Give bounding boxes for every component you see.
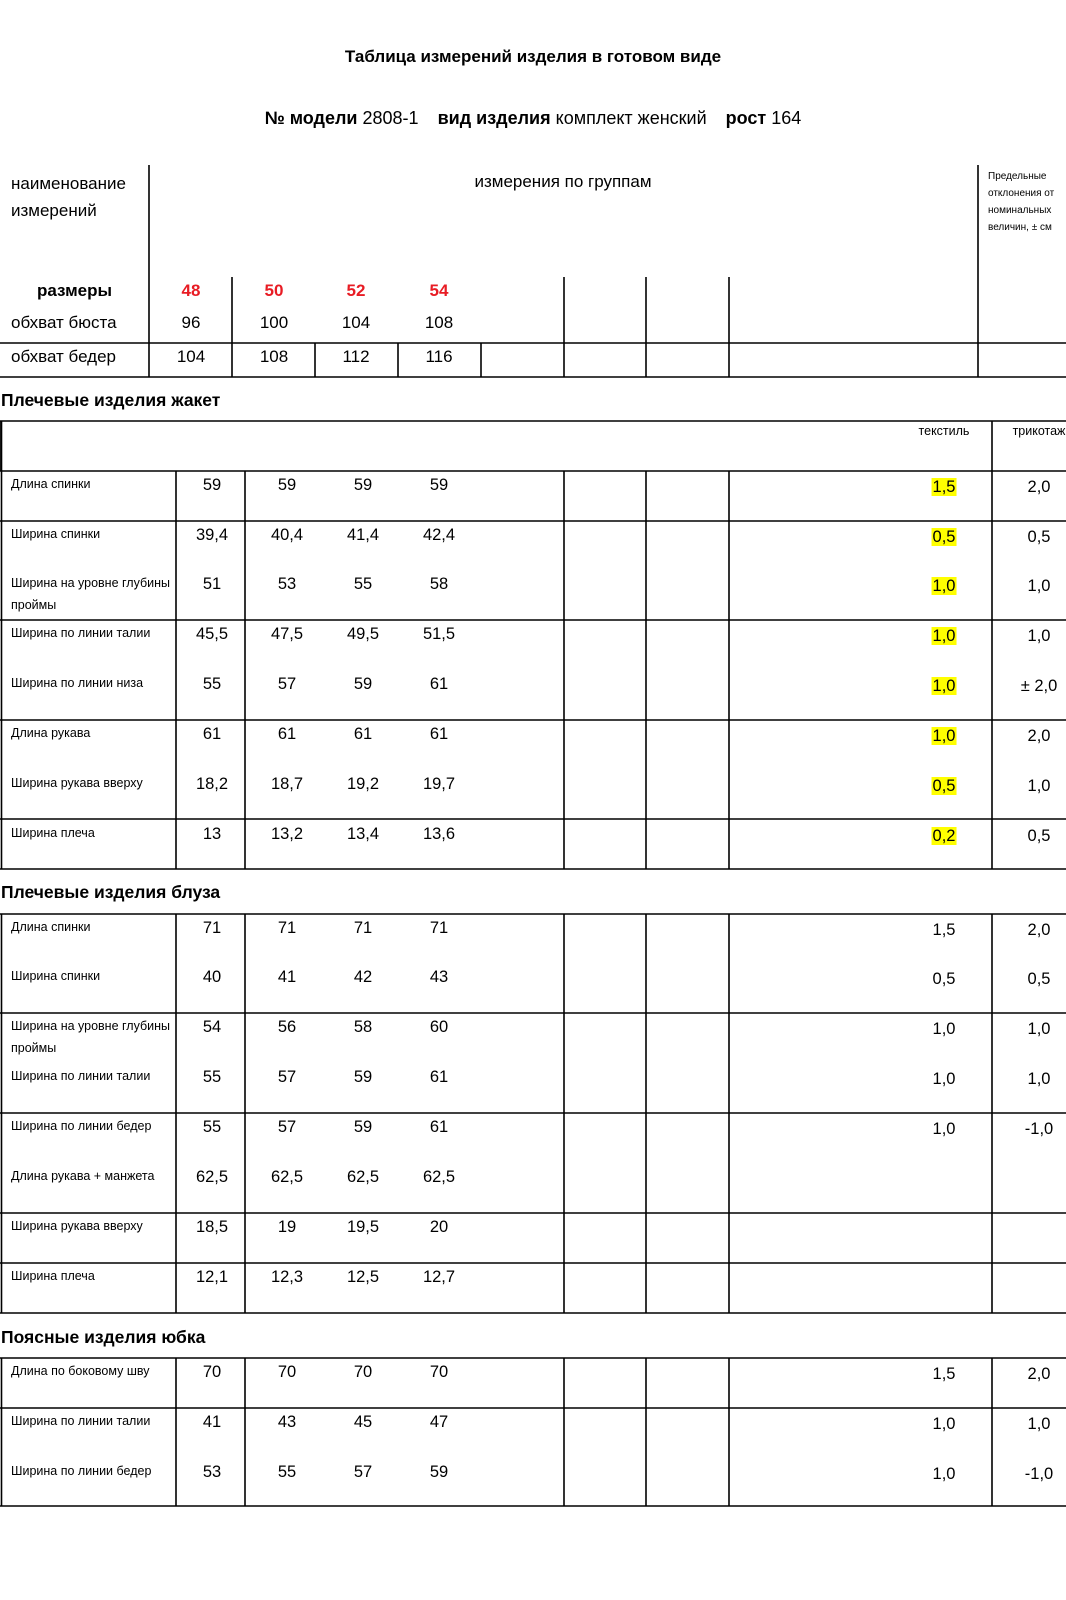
- measure-value: 12,1: [195, 1268, 229, 1286]
- row-label: Ширина по линии талии: [11, 626, 151, 640]
- bust-value: 108: [424, 313, 454, 332]
- measure-value: 57: [277, 1068, 297, 1086]
- row-label: Ширина рукава вверху: [11, 1219, 143, 1233]
- measure-value: 54: [202, 1018, 222, 1036]
- row-label: Ширина спинки: [11, 969, 101, 983]
- row-label: Ширина по линии талии: [11, 1414, 151, 1428]
- measure-value: 53: [277, 575, 297, 593]
- measure-value: 71: [429, 919, 449, 937]
- measure-value: 18,5: [195, 1218, 229, 1236]
- measure-value: 62,5: [195, 1168, 229, 1186]
- measure-value: 55: [202, 1068, 222, 1086]
- measure-value: 45: [353, 1413, 373, 1431]
- measure-value: 59: [202, 476, 222, 494]
- measure-value: 61: [429, 1118, 449, 1136]
- textile-tolerance: [932, 678, 957, 695]
- textile-tolerance: [932, 628, 957, 645]
- highlighted-value: 1,0: [932, 677, 956, 695]
- knit-tolerance: 1,0: [1027, 777, 1051, 795]
- knit-tolerance: 2,0: [1027, 921, 1051, 939]
- textile-tolerance: 0,5: [932, 970, 956, 988]
- measure-value: 59: [353, 675, 373, 693]
- measure-value: 49,5: [346, 625, 380, 643]
- highlighted-value: 1,0: [932, 727, 956, 745]
- size-52: 52: [346, 281, 366, 300]
- textile-tolerance: 1,5: [932, 921, 956, 939]
- measure-value: 59: [353, 1068, 373, 1086]
- knit-tolerance: 1,0: [1027, 577, 1051, 595]
- measure-value: 20: [429, 1218, 449, 1236]
- measure-value: 61: [429, 675, 449, 693]
- measure-value: 41: [202, 1413, 222, 1431]
- measure-value: 59: [353, 1118, 373, 1136]
- row-label: Ширина по линии талии: [11, 1069, 151, 1083]
- measure-value: 47: [429, 1413, 449, 1431]
- measure-value: 51,5: [422, 625, 456, 643]
- knit-header: трикотаж: [1012, 424, 1066, 438]
- measure-value: 13,2: [270, 825, 304, 843]
- knit-tolerance: -1,0: [1024, 1465, 1054, 1483]
- measure-value: 59: [277, 476, 297, 494]
- measure-value: 70: [202, 1363, 222, 1381]
- measure-value: 61: [202, 725, 222, 743]
- knit-tolerance: 2,0: [1027, 1365, 1051, 1383]
- measure-value: 62,5: [270, 1168, 304, 1186]
- knit-tolerance: 0,5: [1027, 827, 1051, 845]
- deviation-column-header: Предельные отклонения от номинальных величин, ± см: [988, 171, 1055, 233]
- hips-value: 116: [425, 347, 453, 366]
- bust-value: 100: [259, 313, 289, 332]
- measure-value: 57: [353, 1463, 373, 1481]
- measure-value: 59: [429, 1463, 449, 1481]
- knit-tolerance: -1,0: [1024, 1120, 1054, 1138]
- measure-value: 19,2: [346, 775, 380, 793]
- highlighted-value: 1,0: [932, 577, 956, 595]
- measure-value: 40: [202, 968, 222, 986]
- row-label: Ширина плеча: [11, 826, 95, 840]
- measure-value: 58: [353, 1018, 373, 1036]
- measure-value: 59: [353, 476, 373, 494]
- hips-value: 104: [176, 347, 206, 366]
- measure-value: 55: [202, 1118, 222, 1136]
- row-label: Ширина по линии бедер: [11, 1464, 152, 1478]
- measure-value: 12,7: [422, 1268, 456, 1286]
- model-label: № модели: [264, 108, 358, 128]
- bust-label: обхват бюста: [11, 313, 117, 332]
- measure-value: 70: [353, 1363, 373, 1381]
- measure-value: 70: [277, 1363, 297, 1381]
- knit-tolerance: ± 2,0: [1020, 677, 1058, 695]
- blouse-title: Плечевые изделия блуза: [1, 882, 221, 902]
- textile-tolerance: 1,0: [932, 1070, 956, 1088]
- measure-value: 61: [353, 725, 373, 743]
- measure-value: 18,2: [195, 775, 229, 793]
- measure-value: 59: [429, 476, 449, 494]
- measure-value: 57: [277, 1118, 297, 1136]
- textile-tolerance: [932, 728, 957, 745]
- name-column-header: наименование измерений: [11, 174, 126, 220]
- knit-tolerance: 0,5: [1027, 528, 1051, 546]
- measure-value: 70: [429, 1363, 449, 1381]
- groups-column-header: измерения по группам: [474, 172, 652, 191]
- highlighted-value: 1,5: [932, 478, 956, 496]
- textile-tolerance: 1,5: [932, 1365, 956, 1383]
- row-label: Ширина на уровне глубины проймы: [11, 1019, 171, 1055]
- row-label: Ширина по линии низа: [11, 676, 144, 690]
- hips-value: 108: [259, 347, 289, 366]
- size-48: 48: [181, 281, 201, 300]
- textile-tolerance: [932, 479, 957, 496]
- row-label: Ширина рукава вверху: [11, 776, 143, 790]
- row-label: Длина спинки: [11, 920, 91, 934]
- measure-value: 71: [202, 919, 222, 937]
- measure-value: 12,5: [346, 1268, 380, 1286]
- highlighted-value: 1,0: [932, 627, 956, 645]
- height-label: рост: [725, 108, 767, 128]
- jacket-title: Плечевые изделия жакет: [1, 390, 221, 410]
- page-title: Таблица измерений изделия в готовом виде: [344, 47, 722, 66]
- measure-value: 55: [277, 1463, 297, 1481]
- size-50: 50: [264, 281, 284, 300]
- row-label: Ширина плеча: [11, 1269, 95, 1283]
- textile-tolerance: 1,0: [932, 1465, 956, 1483]
- textile-tolerance: 1,0: [932, 1415, 956, 1433]
- measure-value: 60: [429, 1018, 449, 1036]
- row-label: Ширина на уровне глубины проймы: [11, 576, 171, 612]
- textile-tolerance: 1,0: [932, 1020, 956, 1038]
- knit-tolerance: 1,0: [1027, 1415, 1051, 1433]
- hips-value: 112: [342, 347, 370, 366]
- textile-tolerance: [932, 778, 957, 795]
- textile-tolerance: 1,0: [932, 1120, 956, 1138]
- model-number: 2808-1: [362, 108, 419, 128]
- knit-tolerance: 1,0: [1027, 1070, 1051, 1088]
- measure-value: 12,3: [270, 1268, 304, 1286]
- measure-value: 43: [429, 968, 449, 986]
- measure-value: 57: [277, 675, 297, 693]
- knit-tolerance: 0,5: [1027, 970, 1051, 988]
- measure-value: 42: [353, 968, 373, 986]
- knit-tolerance: 1,0: [1027, 627, 1051, 645]
- textile-tolerance: [932, 828, 957, 845]
- measure-value: 62,5: [346, 1168, 380, 1186]
- measure-value: 61: [429, 725, 449, 743]
- measure-value: 19,5: [346, 1218, 380, 1236]
- type-label: вид изделия: [437, 108, 551, 128]
- textile-tolerance: [932, 529, 957, 546]
- knit-tolerance: 2,0: [1027, 478, 1051, 496]
- bust-value: 96: [181, 313, 201, 332]
- measure-value: 61: [429, 1068, 449, 1086]
- row-label: Длина рукава + манжета: [11, 1169, 155, 1183]
- row-label: Ширина по линии бедер: [11, 1119, 152, 1133]
- measure-value: 71: [353, 919, 373, 937]
- row-label: Ширина спинки: [11, 527, 101, 541]
- measure-value: 43: [277, 1413, 297, 1431]
- measure-value: 19: [277, 1218, 297, 1236]
- measure-value: 39,4: [195, 526, 229, 544]
- skirt-title: Поясные изделия юбка: [1, 1327, 206, 1347]
- measure-value: 47,5: [270, 625, 304, 643]
- sizes-label: размеры: [37, 281, 113, 300]
- measure-value: 13,4: [346, 825, 380, 843]
- row-label: Длина рукава: [11, 726, 91, 740]
- measure-value: 41,4: [346, 526, 380, 544]
- measure-value: 18,7: [270, 775, 304, 793]
- size-54: 54: [429, 281, 449, 300]
- measure-value: 55: [202, 675, 222, 693]
- highlighted-value: 0,5: [932, 777, 956, 795]
- measure-value: 40,4: [270, 526, 304, 544]
- measure-value: 53: [202, 1463, 222, 1481]
- knit-tolerance: 1,0: [1027, 1020, 1051, 1038]
- measure-value: 58: [429, 575, 449, 593]
- measure-value: 55: [353, 575, 373, 593]
- measure-value: 71: [277, 919, 297, 937]
- hips-label: обхват бедер: [11, 347, 117, 366]
- highlighted-value: 0,5: [932, 528, 956, 546]
- measure-value: 45,5: [195, 625, 229, 643]
- garment-type: комплект женский: [555, 108, 707, 128]
- measure-value: 41: [277, 968, 297, 986]
- height-value: 164: [771, 108, 802, 128]
- measure-value: 13: [202, 825, 222, 843]
- measure-value: 56: [277, 1018, 297, 1036]
- measure-value: 42,4: [422, 526, 456, 544]
- textile-tolerance: [932, 578, 957, 595]
- knit-tolerance: 2,0: [1027, 727, 1051, 745]
- measure-value: 61: [277, 725, 297, 743]
- row-label: Длина по боковому шву: [11, 1364, 150, 1378]
- measure-value: 19,7: [422, 775, 456, 793]
- highlighted-value: 0,2: [932, 827, 956, 845]
- measure-value: 51: [202, 575, 222, 593]
- measure-value: 62,5: [422, 1168, 456, 1186]
- bust-value: 104: [341, 313, 371, 332]
- measure-value: 13,6: [422, 825, 456, 843]
- row-label: Длина спинки: [11, 477, 91, 491]
- textile-header: текстиль: [918, 424, 970, 438]
